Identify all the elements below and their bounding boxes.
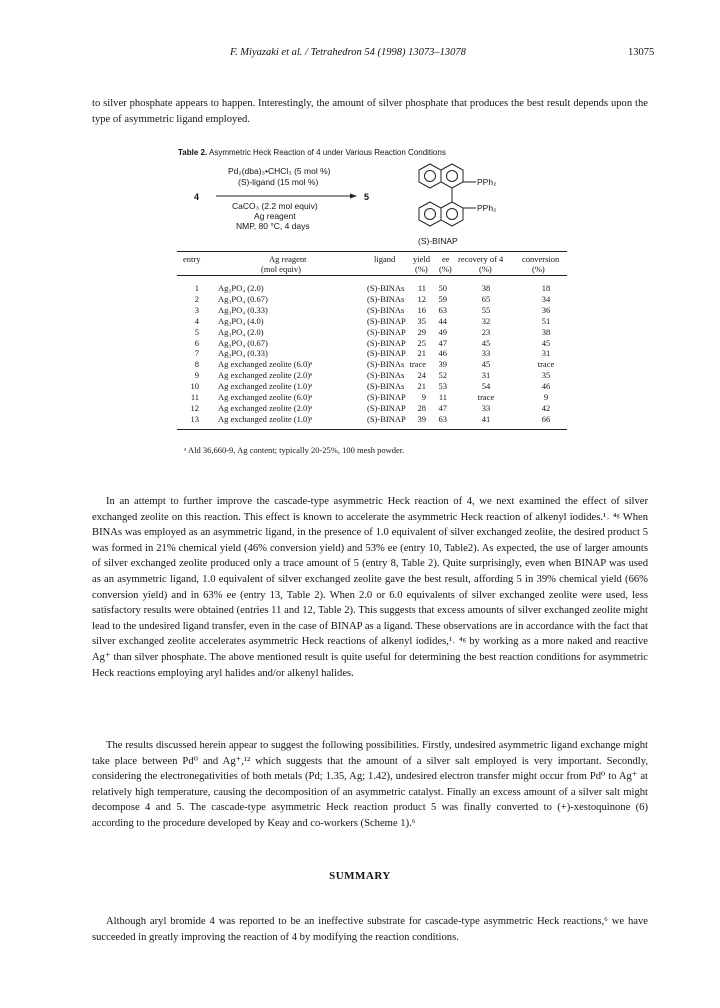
cell-conversion: 35	[541, 370, 551, 381]
aromatic-circle-1a	[425, 171, 436, 182]
cell-yield: 39	[417, 413, 426, 424]
cell-yield: 24	[417, 370, 426, 381]
cell-entry: 2	[194, 293, 199, 304]
header-conversion-unit: (%)	[532, 264, 545, 274]
cell-ligand: (S)-BINAP	[367, 315, 406, 326]
cell-entry: 8	[194, 359, 199, 370]
table-label: Table 2.	[178, 148, 208, 157]
naphthyl-ring-2b	[441, 202, 463, 226]
cell-ligand: (S)-BINAs	[367, 370, 405, 381]
cell-ligand: (S)-BINAs	[367, 293, 405, 304]
table-caption	[178, 148, 446, 157]
reaction-scheme	[174, 160, 564, 252]
cell-reagent: Ag exchanged zeolite (1.0)ᵃ	[218, 413, 313, 424]
cell-entry: 5	[194, 326, 199, 337]
table-footnote: ᵃ Ald 36,660-9, Ag content; typically 20-25%, 100 mesh powder.	[184, 445, 405, 455]
cell-entry: 3	[194, 304, 199, 315]
pph2-label-bottom: PPh₂	[477, 203, 497, 213]
ligand-name: (S)-BINAP	[418, 236, 458, 246]
cell-ee: 47	[438, 337, 447, 348]
cell-reagent: Ag₃PO₄ (0.33)	[218, 304, 268, 315]
aromatic-circle-2a	[425, 209, 436, 220]
cell-entry: 7	[194, 348, 199, 359]
cell-recovery: 45	[481, 337, 491, 348]
cell-entry: 12	[190, 402, 199, 413]
condition-base: CaCO₃ (2.2 mol equiv)	[232, 201, 318, 211]
reactant-number: 4	[194, 192, 200, 202]
cell-reagent: Ag exchanged zeolite (1.0)ᵃ	[218, 381, 313, 392]
cell-reagent: Ag exchanged zeolite (2.0)ᵃ	[218, 370, 313, 381]
cell-ligand: (S)-BINAP	[367, 413, 406, 424]
cell-recovery: 32	[481, 315, 491, 326]
cell-reagent: Ag₃PO₄ (4.0)	[218, 315, 264, 326]
table-row	[177, 359, 567, 369]
cell-ee: 59	[438, 293, 447, 304]
cell-conversion: trace	[537, 359, 555, 370]
cell-ee: 49	[438, 326, 447, 337]
pph2-label-top: PPh₂	[477, 177, 497, 187]
body-paragraph-1: In an attempt to further improve the cascade-type asymmetric Heck reaction of 4, we next examined the effect of silver exchanged zeolite on this reaction. This effect is known to accelerate the asymmetric Heck reaction of alkenyl iodides.¹˒ ⁴ᵍ When BINAs was employed as an asymmetric ligand, in the presence of 1.0 equivalent of silver exchanged zeolite, the desired product 5 was formed in 21% chemical yield (46% conversion yield) and 53% ee (entry 10, Table2). As expected, the use of larger amounts of silver exchanged zeolite produced only a trace amount of 5 (entry 8, Table 2). Quite surprisingly, even when BINAP was used as an asymmetric ligand, 1.0 equivalent of silver exchanged zeolite gave the best result, affording 5 in 39% chemical yield (66% conversion yield) and in 63% ee (entry 13, Table 2). When 2.0 or 6.0 equivalents of silver exchanged zeolite were used, less satisfactory results were obtained (entries 11 and 12, Table 2). This suggests that excess amounts of silver exchanged zeolite might lead to the undesired ligand transfer, even in the case of BINAP as a ligand. These observations are in accordance with the fact that silver exchanged zeolite accelerates asymmetric Heck reactions of alkenyl iodides,¹˒ ⁴ᵍ by working as a more naked and reactive Ag⁺ than silver phosphate. The above mentioned result is quite useful for determining the best reaction conditions for asymmetric Heck reactions employing aryl halides and/or alkenyl halides.	[92, 496, 648, 679]
table-row	[177, 348, 567, 358]
table-row	[177, 327, 567, 337]
cell-ligand: (S)-BINAP	[367, 348, 406, 359]
condition-ligand: (S)-ligand (15 mol %)	[238, 177, 319, 187]
cell-conversion: 34	[541, 293, 551, 304]
cell-recovery: 41	[481, 413, 491, 424]
header-yield: yield	[413, 254, 430, 264]
cell-conversion: 42	[541, 402, 551, 413]
body-paragraph-2: The results discussed herein appear to suggest the following possibilities. Firstly, undesired asymmetric ligand exchange might take place between Pd⁰ and Ag⁺,¹² which suggests that the amount of a silver salt employed is very important. Secondly, considering the electronegativities of both metals (Pd; 1.35, Ag; 1.42), undesired electron transfer might occur from Pd⁰ to Ag⁺ at relatively high temperature, causing the decomposition of an asymmetric catalyst. Finally an excess amount of a silver salt might decompose 4 and 5. The cascade-type asymmetric Heck reaction product 5 was finally converted to (+)-xestoquinone (6) according to the procedure developed by Keay and co-workers (Scheme 1).⁶	[92, 740, 648, 829]
table-bottom-rule	[177, 429, 567, 430]
cell-ligand: (S)-BINAs	[367, 304, 405, 315]
cell-yield: 16	[417, 304, 426, 315]
naphthyl-ring-1b	[441, 164, 463, 188]
condition-catalyst: Pd₂(dba)₃•CHCl₃ (5 mol %)	[228, 166, 331, 176]
cell-yield: 29	[417, 326, 426, 337]
cell-conversion: 46	[541, 381, 551, 392]
cell-entry: 1	[194, 283, 199, 293]
cell-conversion: 45	[541, 337, 551, 348]
header-ag-reagent-sub: (mol equiv)	[261, 264, 301, 274]
table-row	[177, 381, 567, 391]
table-row	[177, 283, 567, 293]
cell-ee: 53	[438, 381, 447, 392]
header-ligand: ligand	[374, 254, 396, 264]
summary-heading: SUMMARY	[329, 870, 391, 882]
header-entry: entry	[183, 254, 201, 264]
cell-recovery: 33	[481, 402, 491, 413]
cell-recovery: 31	[481, 370, 491, 381]
cell-yield: trace	[409, 359, 426, 370]
cell-yield: 35	[417, 315, 426, 326]
page-number: 13075	[628, 47, 655, 58]
table-row	[177, 414, 567, 424]
table-row	[177, 338, 567, 348]
cell-conversion: 51	[541, 315, 551, 326]
naphthyl-ring-1a	[419, 164, 441, 188]
cell-recovery: 45	[481, 359, 491, 370]
cell-entry: 9	[194, 370, 199, 381]
header-ee-unit: (%)	[439, 264, 452, 274]
table-row	[177, 370, 567, 380]
cell-reagent: Ag exchanged zeolite (6.0)ᵃ	[218, 392, 313, 402]
cell-ee: 63	[438, 304, 447, 315]
cell-ligand: (S)-BINAP	[367, 392, 406, 402]
table-row	[177, 392, 567, 402]
cell-yield: 12	[417, 293, 426, 304]
binap-structure	[419, 164, 476, 226]
header-ag-reagent: Ag reagent	[269, 254, 307, 264]
cell-conversion: 66	[541, 413, 551, 424]
journal-citation: F. Miyazaki et al. / Tetrahedron 54 (1998) 13073–13078	[230, 47, 466, 58]
cell-recovery: trace	[477, 392, 495, 402]
reaction-arrowhead	[350, 194, 357, 199]
cell-ligand: (S)-BINAs	[367, 283, 405, 293]
condition-ag-reagent: Ag reagent	[254, 211, 296, 221]
naphthyl-ring-2a	[419, 202, 441, 226]
cell-recovery: 55	[481, 304, 491, 315]
cell-ligand: (S)-BINAs	[367, 359, 405, 370]
header-recovery: recovery of 4	[458, 254, 504, 264]
intro-paragraph: to silver phosphate appears to happen. Interestingly, the amount of silver phosphate that produces the best result depends upon the type of asymmetric ligand employed.	[92, 98, 648, 125]
cell-entry: 13	[190, 413, 199, 424]
cell-yield: 9	[421, 392, 426, 402]
cell-ligand: (S)-BINAP	[367, 402, 406, 413]
aromatic-circle-1b	[447, 171, 458, 182]
table-row	[177, 316, 567, 326]
aromatic-circle-2b	[447, 209, 458, 220]
cell-ligand: (S)-BINAP	[367, 337, 406, 348]
cell-ee: 50	[438, 283, 447, 293]
header-conversion: conversion	[522, 254, 560, 264]
cell-recovery: 54	[481, 381, 491, 392]
cell-conversion: 18	[541, 283, 551, 293]
cell-entry: 6	[194, 337, 199, 348]
cell-reagent: Ag₃PO₄ (2.0)	[218, 326, 264, 337]
cell-reagent: Ag exchanged zeolite (6.0)ᵃ	[218, 359, 313, 370]
cell-ee: 52	[438, 370, 447, 381]
cell-recovery: 65	[481, 293, 491, 304]
cell-entry: 10	[190, 381, 199, 392]
cell-ee: 63	[438, 413, 447, 424]
table-row	[177, 403, 567, 413]
cell-recovery: 23	[481, 326, 491, 337]
summary-paragraph: Although aryl bromide 4 was reported to be an ineffective substrate for cascade-type asymmetric Heck reactions,⁶ we have succeeded in greatly improving the reaction of 4 by modifying the reaction conditions.	[92, 916, 648, 943]
cell-ee: 44	[438, 315, 447, 326]
cell-yield: 21	[417, 381, 426, 392]
cell-yield: 28	[417, 402, 426, 413]
table-header-rule	[177, 275, 567, 276]
table-title: Asymmetric Heck Reaction of 4 under Various Reaction Conditions	[208, 148, 446, 157]
cell-recovery: 33	[481, 348, 491, 359]
cell-recovery: 38	[481, 283, 491, 293]
cell-ee: 39	[438, 359, 447, 370]
cell-ligand: (S)-BINAP	[367, 326, 406, 337]
table-top-rule	[177, 251, 567, 252]
cell-yield: 11	[417, 283, 426, 293]
cell-conversion: 9	[543, 392, 549, 402]
cell-ligand: (S)-BINAs	[367, 381, 405, 392]
cell-yield: 21	[417, 348, 426, 359]
cell-conversion: 38	[541, 326, 551, 337]
table-row	[177, 294, 567, 304]
cell-reagent: Ag₃PO₄ (0.33)	[218, 348, 268, 359]
condition-solvent-temp: NMP, 80 °C, 4 days	[236, 221, 310, 231]
cell-ee: 47	[438, 402, 447, 413]
cell-entry: 11	[190, 392, 199, 402]
cell-reagent: Ag₃PO₄ (2.0)	[218, 283, 264, 293]
table-row	[177, 305, 567, 315]
cell-conversion: 36	[541, 304, 551, 315]
cell-entry: 4	[194, 315, 199, 326]
header-yield-unit: (%)	[415, 264, 428, 274]
cell-reagent: Ag₃PO₄ (0.67)	[218, 337, 268, 348]
header-ee: ee	[442, 254, 450, 264]
cell-ee: 46	[438, 348, 447, 359]
cell-ee: 11	[438, 392, 447, 402]
product-number: 5	[364, 192, 370, 202]
cell-yield: 25	[417, 337, 426, 348]
header-recovery-unit: (%)	[479, 264, 492, 274]
cell-reagent: Ag₃PO₄ (0.67)	[218, 293, 268, 304]
cell-reagent: Ag exchanged zeolite (2.0)ᵃ	[218, 402, 313, 413]
cell-conversion: 31	[541, 348, 551, 359]
